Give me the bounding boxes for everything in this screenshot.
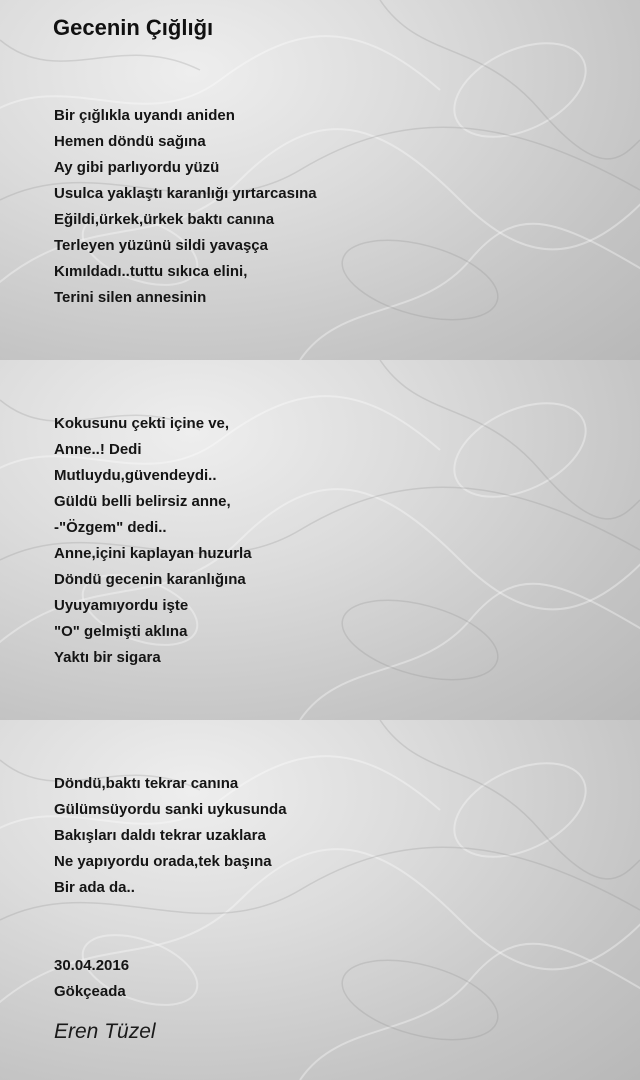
poem-meta <box>54 953 129 1005</box>
poem-line: Bakışları daldı tekrar uzaklara <box>54 827 266 844</box>
poem-author: Eren Tüzel <box>54 1020 156 1043</box>
stanza-2 <box>54 411 252 671</box>
poem-line: Terleyen yüzünü sildi yavaşça <box>54 237 268 254</box>
poem-line: Kımıldadı..tuttu sıkıca elini, <box>54 263 248 280</box>
poem-line: -"Özgem" dedi.. <box>54 519 167 536</box>
poem-line: Terini silen annesinin <box>54 289 207 306</box>
poem-title: Gecenin Çığlığı <box>53 15 214 40</box>
poem-line: Ay gibi parlıyordu yüzü <box>54 159 220 176</box>
poem-line: Bir ada da.. <box>54 879 135 896</box>
poem-line: Ne yapıyordu orada,tek başına <box>54 853 272 870</box>
poem-line: Yaktı bir sigara <box>54 649 161 666</box>
poem-place: Gökçeada <box>54 983 126 1000</box>
poem-line: Bir çığlıkla uyandı aniden <box>54 107 235 124</box>
poem-line: Gülümsüyordu sanki uykusunda <box>54 801 287 818</box>
poem-line: Mutluydu,güvendeydi.. <box>54 467 217 484</box>
poem-line: Döndü gecenin karanlığına <box>54 571 246 588</box>
stanza-3 <box>54 771 287 901</box>
poem-line: Usulca yaklaştı karanlığı yırtarcasına <box>54 185 317 202</box>
poem-line: Güldü belli belirsiz anne, <box>54 493 231 510</box>
poem-line: Kokusunu çekti içine ve, <box>54 415 230 432</box>
poem-line: Döndü,baktı tekrar canına <box>54 775 239 792</box>
poem-line: Anne,içini kaplayan huzurla <box>54 545 252 562</box>
stanza-1 <box>54 103 317 311</box>
poem-line: Anne..! Dedi <box>54 441 142 458</box>
poem-line: Uyuyamıyordu işte <box>54 597 189 614</box>
poem-line: Hemen döndü sağına <box>54 133 206 150</box>
poem-line: "O" gelmişti aklına <box>54 623 188 640</box>
poem-line: Eğildi,ürkek,ürkek baktı canına <box>54 211 275 228</box>
poem-date: 30.04.2016 <box>54 957 130 974</box>
